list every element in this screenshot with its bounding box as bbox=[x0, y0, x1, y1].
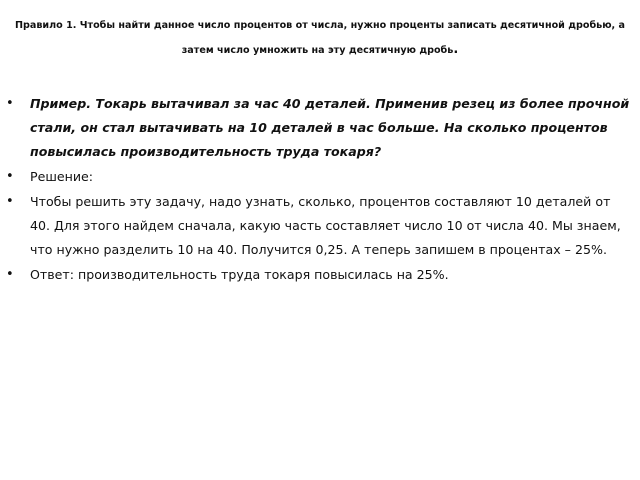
bullet-icon: • bbox=[6, 96, 14, 111]
rule-end-dot: . bbox=[453, 42, 459, 57]
content-list bbox=[0, 92, 640, 288]
bullet-icon: • bbox=[6, 194, 14, 209]
bullet-icon: • bbox=[6, 169, 14, 184]
example-text: Пример. Токарь вытачивал за час 40 деталей. Применив резец из более прочной стали, он стал вытачивать на 10 деталей в час больше. На сколько процентов повысилась производительность труда токаря? bbox=[30, 96, 630, 159]
list-item-solution-label bbox=[0, 165, 640, 189]
list-item-example bbox=[0, 92, 640, 164]
solution-text: Чтобы решить эту задачу, надо узнать, сколько, процентов составляют 10 деталей от 40. Для этого найдем сначала, какую часть составляет число 10 от числа 40. Мы знаем, что нужно разделить 10 на 40. Получится 0,25. А теперь запишем в процентах – 25%. bbox=[30, 194, 621, 257]
answer-text: Ответ: производительность труда токаря повысилась на 25%. bbox=[30, 267, 449, 282]
bullet-icon: • bbox=[6, 267, 14, 282]
list-item-solution-text bbox=[0, 190, 640, 262]
rule-heading bbox=[8, 14, 632, 63]
rule-text: Правило 1. Чтобы найти данное число процентов от числа, нужно проценты записать десятичной дробью, а затем число умножить на эту десятичную дробь bbox=[14, 20, 626, 56]
solution-label: Решение: bbox=[30, 169, 94, 184]
list-item-answer bbox=[0, 263, 640, 287]
